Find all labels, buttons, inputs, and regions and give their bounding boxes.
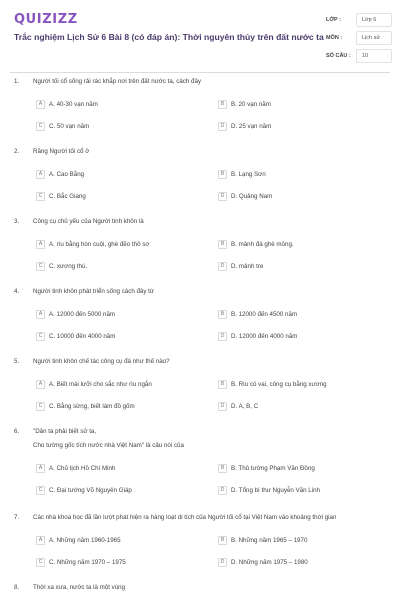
option-letter-box: D [218, 332, 227, 341]
worksheet-title: Trắc nghiệm Lịch Sử 6 Bài 8 (có đáp án): Thời nguyên thủy trên đất nước ta [14, 32, 324, 42]
option-letter-box: B [218, 100, 227, 109]
option-text: D. 12000 đến 4000 năm [231, 332, 298, 340]
answer-option-b[interactable] [218, 167, 266, 181]
question-number: 5. [14, 358, 20, 365]
option-text: B. Rìu có vai, công cụ bằng xương [231, 380, 327, 388]
question-text: Thời xa xưa, nước ta là một vùng [33, 584, 126, 591]
option-letter-box: C [36, 262, 45, 271]
meta-value-class: Lớp 6 [356, 13, 392, 27]
answer-option-c[interactable] [36, 399, 135, 413]
option-text: C. xương thú. [49, 262, 88, 270]
question-number: 1. [14, 78, 20, 85]
answer-option-a[interactable] [36, 461, 115, 475]
answer-option-a[interactable] [36, 167, 84, 181]
answer-option-b[interactable] [218, 307, 297, 321]
option-letter-box: A [36, 170, 45, 179]
answer-option-d[interactable] [218, 555, 308, 569]
answer-option-b[interactable] [218, 377, 327, 391]
option-letter-box: B [218, 170, 227, 179]
option-text: D. Quảng Nam [231, 192, 273, 200]
option-letter-box: A [36, 464, 45, 473]
worksheet-meta [326, 12, 392, 66]
option-text: A. Chủ tịch Hồ Chí Minh [49, 464, 116, 472]
option-letter-box: A [36, 310, 45, 319]
option-letter-box: D [218, 122, 227, 131]
option-text: B. 20 vạn năm [231, 100, 271, 108]
option-text: C. Những năm 1970 – 1975 [49, 558, 126, 566]
option-text: C. 10000 đến 4000 năm [49, 332, 116, 340]
question-text: Các nhà khoa học đã lần lượt phát hiện ra hàng loạt di tích của Người tối cổ tại Việt Nam vào khoảng thời gian [33, 514, 337, 521]
worksheet-header [0, 0, 400, 70]
option-text: B. Những năm 1965 – 1970 [231, 536, 308, 544]
option-letter-box: D [218, 486, 227, 495]
answer-option-b[interactable] [218, 97, 271, 111]
option-letter-box: D [218, 192, 227, 201]
question-text: Răng Người tối cổ ở [33, 148, 90, 155]
option-letter-box: C [36, 122, 45, 131]
answer-option-d[interactable] [218, 119, 271, 133]
option-text: A. 40-30 vạn năm [49, 100, 98, 108]
option-text: D. 25 vạn năm [231, 122, 272, 130]
question-number: 3. [14, 218, 20, 225]
header-divider [10, 72, 390, 73]
question-number: 8. [14, 584, 20, 591]
meta-value-count: 10 [356, 49, 392, 63]
option-text: B. Lạng Sơn [231, 170, 266, 178]
quizizz-logo[interactable]: QUIZIZZ [14, 12, 78, 27]
answer-option-d[interactable] [218, 189, 272, 203]
meta-row-subject [326, 30, 392, 46]
option-letter-box: D [218, 402, 227, 411]
question-text: Người tinh khôn phát triển sống cách đây từ [33, 288, 155, 295]
meta-row-count [326, 48, 392, 64]
option-text: D. mảnh tre [231, 262, 264, 270]
answer-option-a[interactable] [36, 97, 98, 111]
option-letter-box: C [36, 332, 45, 341]
answer-option-c[interactable] [36, 189, 86, 203]
option-text: C. Bắc Giang [49, 192, 86, 200]
answer-option-c[interactable] [36, 483, 132, 497]
option-text: B. mảnh đá ghè mỏng. [231, 240, 294, 248]
question-number: 7. [14, 514, 20, 521]
answer-option-b[interactable] [218, 533, 307, 547]
option-text: D. A, B, C [231, 402, 259, 410]
option-text: A. Cao Bằng [49, 170, 85, 178]
option-letter-box: C [36, 192, 45, 201]
meta-label-subject: MÔN : [326, 35, 343, 41]
option-letter-box: C [36, 402, 45, 411]
option-text: C. Bằng sừng, biết làm đồ gốm [49, 402, 135, 410]
answer-option-a[interactable] [36, 307, 115, 321]
answer-option-a[interactable] [36, 377, 152, 391]
option-letter-box: B [218, 310, 227, 319]
option-letter-box: B [218, 240, 227, 249]
option-letter-box: B [218, 536, 227, 545]
answer-option-a[interactable] [36, 533, 121, 547]
answer-option-a[interactable] [36, 237, 149, 251]
question-text: "Dân ta phải biết sử ta, [33, 428, 97, 435]
option-letter-box: A [36, 536, 45, 545]
option-letter-box: C [36, 486, 45, 495]
option-letter-box: A [36, 240, 45, 249]
answer-option-b[interactable] [218, 237, 294, 251]
option-letter-box: D [218, 262, 227, 271]
option-letter-box: D [218, 558, 227, 567]
option-text: C. Đại tướng Võ Nguyên Giáp [49, 486, 132, 494]
option-letter-box: B [218, 464, 227, 473]
answer-option-c[interactable] [36, 555, 126, 569]
answer-option-d[interactable] [218, 329, 297, 343]
meta-row-class [326, 12, 392, 28]
answer-option-d[interactable] [218, 399, 258, 413]
answer-option-c[interactable] [36, 329, 115, 343]
option-text: D. Tổng bí thư Nguyễn Văn Linh [231, 486, 320, 494]
option-text: A. rìu bằng hòn cuội, ghè đẽo thô sơ [49, 240, 150, 248]
question-text: Công cụ chủ yếu của Người tinh khôn là [33, 218, 144, 225]
option-letter-box: A [36, 100, 45, 109]
answer-option-d[interactable] [218, 483, 320, 497]
option-letter-box: C [36, 558, 45, 567]
option-text: C. 50 vạn năm [49, 122, 90, 130]
answer-option-d[interactable] [218, 259, 263, 273]
question-text: Người tinh khôn chế tác công cụ đá như thế nào? [33, 358, 170, 365]
option-text: D. Những năm 1975 – 1980 [231, 558, 308, 566]
option-text: A. Biết mài lưỡi cho sắc như rìu ngắn [49, 380, 152, 388]
option-text: B. Thủ tướng Phạm Văn Đồng [231, 464, 315, 472]
answer-option-c[interactable] [36, 259, 87, 273]
question-number: 4. [14, 288, 20, 295]
question-number: 2. [14, 148, 20, 155]
meta-label-count: SỐ CÂU : [326, 53, 351, 59]
answer-option-b[interactable] [218, 461, 315, 475]
question-text: Người tối cổ sống rải rác khắp nơi trên đất nước ta, cách đây [33, 78, 202, 85]
answer-option-c[interactable] [36, 119, 89, 133]
option-text: A. Những năm 1960-1965 [49, 536, 121, 544]
option-letter-box: A [36, 380, 45, 389]
meta-label-class: LỚP : [326, 17, 341, 23]
option-text: B. 12000 đến 4500 năm [231, 310, 298, 318]
option-letter-box: B [218, 380, 227, 389]
question-number: 6. [14, 428, 20, 435]
question-text: Cho tường gốc tích nước nhà Việt Nam" là câu nói của [33, 442, 184, 449]
meta-value-subject: Lịch sử [356, 31, 392, 45]
option-text: A. 12000 đến 5000 năm [49, 310, 116, 318]
